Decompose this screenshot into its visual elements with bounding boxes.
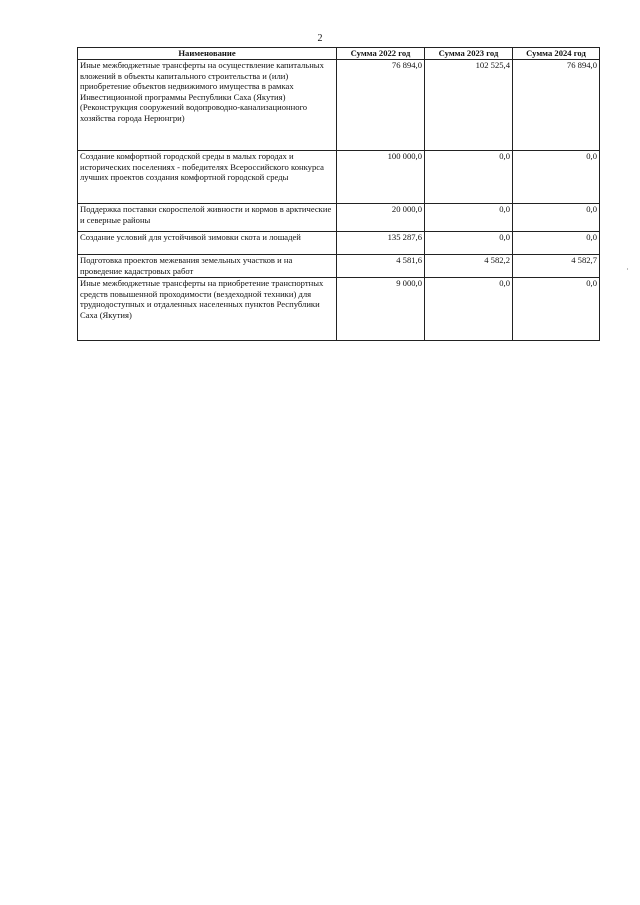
row-sum-2022: 76 894,0 [337, 60, 425, 151]
header-sum-2022: Сумма 2022 год [337, 48, 425, 60]
row-sum-2023: 0,0 [425, 204, 513, 232]
row-name: Создание комфортной городской среды в малых городах и исторических поселениях - победителях Всероссийского конкурса лучших проектов создания комфортной городской среды [78, 151, 337, 204]
row-sum-2024: 76 894,0 [513, 60, 600, 151]
table-row [78, 278, 600, 341]
table-row [78, 151, 600, 204]
row-name: Создание условий для устойчивой зимовки скота и лошадей [78, 232, 337, 255]
budget-table [77, 47, 600, 341]
scan-speck [627, 268, 628, 270]
row-sum-2023: 0,0 [425, 151, 513, 204]
row-sum-2024: 0,0 [513, 232, 600, 255]
row-name: Поддержка поставки скороспелой живности и кормов в арктические и северные районы [78, 204, 337, 232]
row-sum-2022: 100 000,0 [337, 151, 425, 204]
table-row [78, 204, 600, 232]
row-name: Иные межбюджетные трансферты на приобретение транспортных средств повышенной проходимости (вездеходной техники) для труднодоступных и отдаленных населенных пунктов Республики Саха (Якутия) [78, 278, 337, 341]
row-sum-2022: 135 287,6 [337, 232, 425, 255]
row-sum-2023: 0,0 [425, 278, 513, 341]
row-sum-2024: 0,0 [513, 204, 600, 232]
row-name: Иные межбюджетные трансферты на осуществление капитальных вложений в объекты капитального строительства и (или) приобретение объектов недвижимого имущества в рамках Инвестиционной программы Республики Саха (Якутия) (Реконструкция сооружений водопроводно-канализационного хозяйства города Нерюнгри) [78, 60, 337, 151]
row-sum-2022: 4 581,6 [337, 255, 425, 278]
table-header-row [78, 48, 600, 60]
header-sum-2023: Сумма 2023 год [425, 48, 513, 60]
row-sum-2022: 9 000,0 [337, 278, 425, 341]
header-sum-2024: Сумма 2024 год [513, 48, 600, 60]
header-name: Наименование [78, 48, 337, 60]
row-sum-2023: 102 525,4 [425, 60, 513, 151]
row-sum-2024: 0,0 [513, 278, 600, 341]
row-sum-2023: 0,0 [425, 232, 513, 255]
page-number: 2 [317, 33, 323, 44]
row-name: Подготовка проектов межевания земельных участков и на проведение кадастровых работ [78, 255, 337, 278]
row-sum-2023: 4 582,2 [425, 255, 513, 278]
table-row [78, 232, 600, 255]
table-row [78, 60, 600, 151]
row-sum-2024: 4 582,7 [513, 255, 600, 278]
table-row [78, 255, 600, 278]
row-sum-2024: 0,0 [513, 151, 600, 204]
row-sum-2022: 20 000,0 [337, 204, 425, 232]
